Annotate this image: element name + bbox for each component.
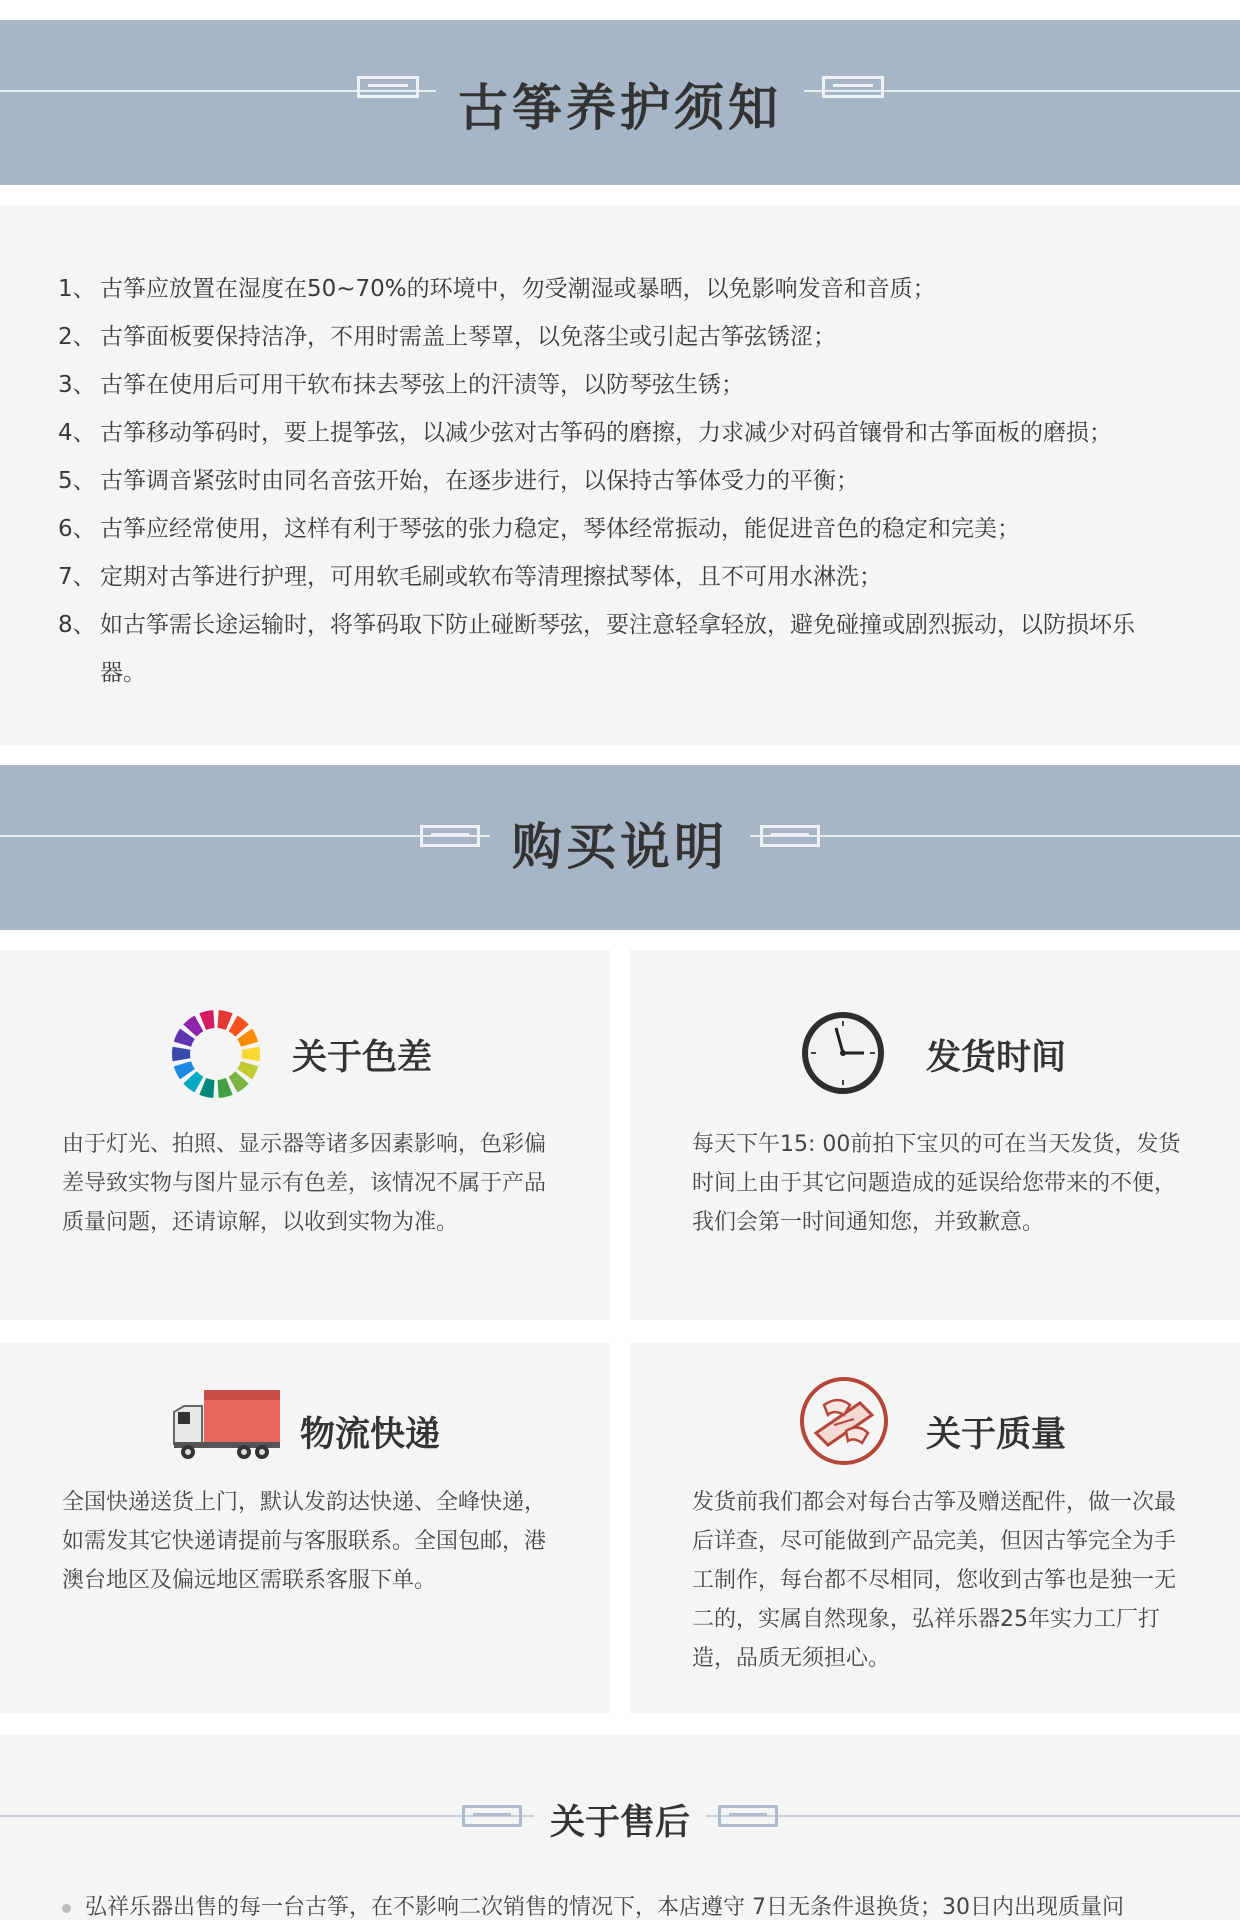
care-item: 5、 古筝调音紧弦时由同名音弦开始，在逐步进行，以保持古筝体受力的平衡； [58, 468, 859, 494]
after-sales-title: 关于售后 [0, 1795, 1240, 1845]
color-wheel-segment [218, 1078, 233, 1098]
clock-icon [798, 1008, 888, 1098]
after-sales-note: 弘祥乐器出售的每一台古筝，在不影响二次销售的情况下，本店遵守 7日无条件退换货；30日内出现质量问 [62, 1890, 1182, 1920]
card-body: 全国快递送货上门，默认发韵达快递、全峰快递，如需发其它快递请提前与客服联系。全国包邮，港澳台地区及偏远地区需联系客服下单。 [62, 1490, 547, 1593]
color-wheel-segment [199, 1010, 214, 1030]
color-wheel-segment [172, 1047, 190, 1061]
card-body: 每天下午15: 00前拍下宝贝的可在当天发货，发货时间上由于其它问题造成的延误给您带来的不便，我们会第一时间通知您，并致歉意。 [692, 1132, 1181, 1235]
shipping-time-card [630, 950, 1240, 1320]
care-item: 7、 定期对古筝进行护理，可用软毛刷或软布等清理擦拭琴体，且不可用水淋洗； [58, 564, 882, 590]
logistics-card [0, 1343, 610, 1713]
care-item: 1、 古筝应放置在湿度在50~70%的环境中，勿受潮湿或暴晒，以免影响发音和音质； [58, 276, 936, 302]
care-item: 3、 古筝在使用后可用干软布抹去琴弦上的汗渍等，以防琴弦生锈； [58, 372, 744, 398]
card-title: 物流快递 [300, 1415, 441, 1455]
care-section-banner [0, 20, 1240, 185]
card-title: 发货时间 [926, 1038, 1067, 1078]
card-body: 由于灯光、拍照、显示器等诸多因素影响，色彩偏差导致实物与图片显示有色差，该情况不属于产品质量问题，还请谅解，以收到实物为准。 [62, 1132, 547, 1235]
card-body: 发货前我们都会对每台古筝及赠送配件，做一次最后详查，尽可能做到产品完美，但因古筝完全为手工制作，每台都不尽相同，您收到古筝也是独一无二的，实属自然现象，弘祥乐器25年实力工厂打造，品质无须担心。 [692, 1490, 1177, 1671]
handcraft-icon [798, 1375, 890, 1467]
care-item: 4、 古筝移动筝码时，要上提筝弦，以减少弦对古筝码的磨擦，力求减少对码首镶骨和古筝面板的磨损； [58, 420, 1112, 446]
color-wheel-segment [218, 1010, 233, 1030]
care-section-title: 古筝养护须知 [0, 68, 1240, 140]
care-item: 8、 如古筝需长途运输时，将筝码取下防止碰断琴弦，要注意轻拿轻放，避免碰撞或剧烈振动，以防损坏乐器。 [58, 612, 1135, 686]
quality-card [630, 1343, 1240, 1713]
purchase-section-banner [0, 765, 1240, 930]
after-sales-section [0, 1735, 1240, 1920]
color-difference-card [0, 950, 610, 1320]
card-title: 关于色差 [292, 1038, 433, 1078]
color-wheel-icon [170, 1008, 262, 1100]
truck-icon [170, 1386, 282, 1462]
care-item: 6、 古筝应经常使用，这样有利于琴弦的张力稳定，琴体经常振动，能促进音色的稳定和完美； [58, 516, 1020, 542]
card-title: 关于质量 [926, 1415, 1067, 1455]
color-wheel-segment [242, 1047, 260, 1061]
care-item: 2、 古筝面板要保持洁净，不用时需盖上琴罩，以免落尘或引起古筝弦锈涩； [58, 324, 836, 350]
bullet-icon [62, 1904, 71, 1913]
care-instructions-panel [0, 205, 1240, 745]
color-wheel-segment [199, 1078, 214, 1098]
purchase-section-title: 购买说明 [0, 807, 1240, 879]
